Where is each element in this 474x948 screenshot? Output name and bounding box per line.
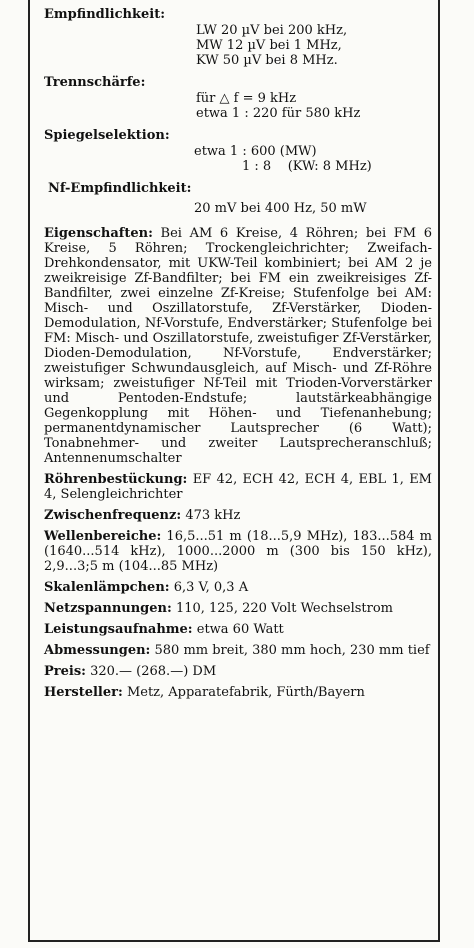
skala-text: 6,3 V, 0,3 A [173,580,249,595]
roehren-paragraph [44,472,432,502]
spiegelselektion-values [194,144,432,174]
wellen-label: Wellenbereiche: [44,529,162,544]
zf-label: Zwischenfrequenz: [44,508,182,523]
value-line: MW 12 µV bei 1 MHz, [196,38,342,53]
leistung-paragraph [44,622,432,637]
value-line: 20 mV bei 400 Hz, 50 mW [194,201,367,216]
abmessungen-label: Abmessungen: [44,643,151,658]
zf-text: 473 kHz [185,508,241,523]
value-line: etwa 1 : 220 für 580 kHz [196,106,361,121]
eigenschaften-label: Eigenschaften: [44,226,153,241]
eigenschaften-text: Bei AM 6 Kreise, 4 Röhren; bei FM 6 Kreise, 5 Röhren; Trockengleichrichter; Zweifach-Drehkondensator, mit UKW-Teil kombiniert; bei AM 2 je zweikreisige Zf-Bandfilter; bei FM ein zweikreisiges Zf-Bandfilter, zwei einzelne Zf-Kreise; Stufenfolge bei AM: Misch- und Oszillatorstufe, Zf-Verstärker, Dioden-Demodulation, Nf-Vorstufe, Endverstärker; Stufenfolge bei FM: Misch- und Oszillatorstufe, zweistufiger Zf-Verstärker, Dioden-Demodulation, Nf-Vorstufe, Endverstärker; zweistufiger Schwundausgleich, auf Misch- und Zf-Röhre wirksam; zweistufiger Nf-Teil mit Trioden-Vorverstärker und Pentoden-Endstufe; lautstärkeabhängige Gegenkopplung mit Höhen- und Tiefenanhebung; permanentdynamischer Lautsprecher (6 Watt); Tonabnehmer- und zweiter Lautsprecheranschluß; Antennenumschalter [44,226,432,466]
preis-paragraph [44,664,432,679]
empfindlichkeit-label: Empfindlichkeit: [44,7,166,22]
hersteller-label: Hersteller: [44,685,123,700]
spiegelselektion-label: Spiegelselektion: [44,128,170,143]
abmessungen-paragraph [44,643,432,658]
preis-text: 320.— (268.—) DM [90,664,217,679]
spec-sheet [44,6,432,700]
leistung-text: etwa 60 Watt [196,622,284,637]
empfindlichkeit-values [196,23,432,68]
trennschaerfe-values [196,91,432,121]
value-line: 1 : 8 (KW: 8 MHz) [242,159,372,174]
roehren-text: EF 42, ECH 42, ECH 4, EBL 1, EM 4, Selengleichrichter [44,472,432,502]
leistung-label: Leistungsaufnahme: [44,622,193,637]
skala-paragraph [44,580,432,595]
roehren-label: Röhrenbestückung: [44,472,188,487]
netz-text: 110, 125, 220 Volt Wechselstrom [175,601,394,616]
hersteller-text: Metz, Apparatefabrik, Fürth/Bayern [126,685,365,700]
abmessungen-text: 580 mm breit, 380 mm hoch, 230 mm tief [154,643,430,658]
wellen-paragraph [44,529,432,574]
value-line: KW 50 µV bei 8 MHz. [196,53,338,68]
hersteller-paragraph [44,685,432,700]
netz-paragraph [44,601,432,616]
value-line: für △ f = 9 kHz [196,91,297,106]
trennschaerfe-label: Trennschärfe: [44,75,146,90]
skala-label: Skalenlämpchen: [44,580,170,595]
nf-empfindlichkeit-values [194,201,432,216]
value-line: LW 20 µV bei 200 kHz, [196,23,348,38]
preis-label: Preis: [44,664,86,679]
wellen-text: 16,5...51 m (18...5,9 MHz), 183...584 m (1640...514 kHz), 1000...2000 m (300 bis 150 kHz), 2,9...3;5 m (104...85 MHz) [44,529,433,574]
value-line: etwa 1 : 600 (MW) [194,144,317,159]
nf-empfindlichkeit-label: Nf-Empfindlichkeit: [48,181,192,196]
netz-label: Netzspannungen: [44,601,172,616]
eigenschaften-paragraph [44,226,432,466]
zf-paragraph [44,508,432,523]
